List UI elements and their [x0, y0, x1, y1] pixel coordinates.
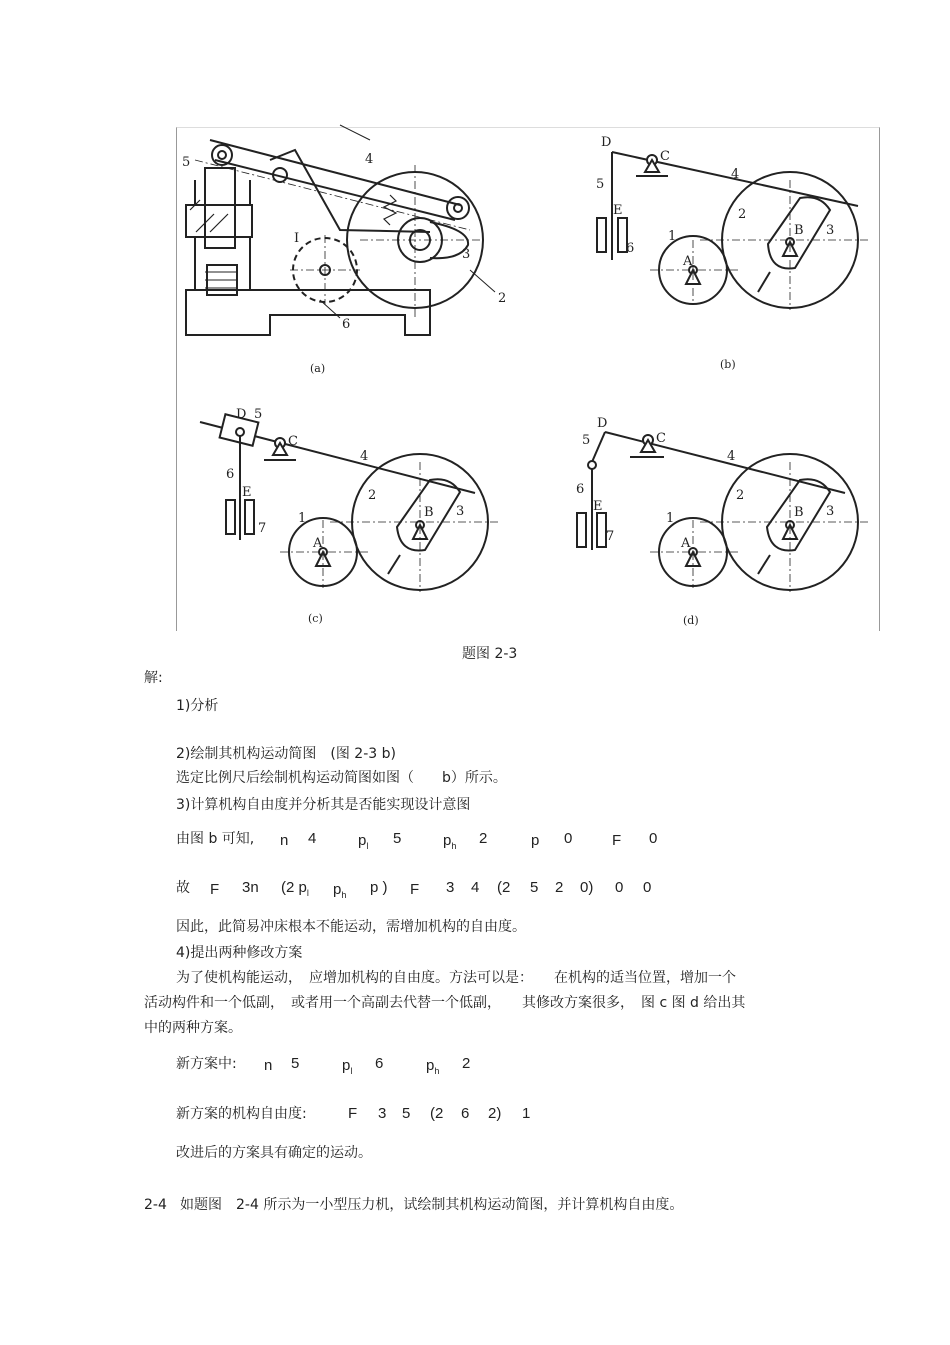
c-label-2: 2	[368, 488, 377, 503]
eq2-t11: 0)	[580, 879, 594, 896]
panel-c-drawing	[200, 414, 500, 592]
b-label-2: 2	[738, 207, 747, 222]
eq2-t2: (2 $p_l$	[281, 879, 309, 898]
eq2-t0: F	[210, 881, 220, 898]
eq2-t4: p )	[370, 879, 388, 896]
figure-caption: 题图 2-3	[462, 646, 518, 662]
new-prefix: 新方案中:	[176, 1056, 237, 1072]
b-label-1: 1	[668, 229, 677, 244]
dof-t2: 5	[402, 1105, 411, 1122]
dof-t1: 3	[378, 1105, 387, 1122]
c-label-3: 3	[456, 504, 465, 519]
a-label-i: I	[294, 231, 300, 246]
b-label-3: 3	[826, 223, 835, 238]
eq2-t5: F	[410, 881, 420, 898]
d-label-6: 6	[576, 482, 585, 497]
eq1-f-val: 0	[649, 830, 658, 847]
d-label-e: E	[593, 499, 603, 514]
b-label-a: A	[683, 254, 693, 269]
d-label-3: 3	[826, 504, 835, 519]
eq1-ph-val: 2	[479, 830, 488, 847]
d-label-d: D	[597, 416, 608, 431]
c-label-6: 6	[226, 467, 235, 482]
panel-a-drawing	[186, 125, 495, 335]
eq2-t8: (2	[497, 879, 511, 896]
b-label-c: C	[660, 149, 670, 164]
new-pl: $p_l$	[342, 1057, 353, 1076]
new-pl-val: 6	[375, 1055, 384, 1072]
panel-label-b: (b)	[720, 358, 736, 371]
new-ph: $p_h$	[426, 1057, 440, 1076]
c-label-4: 4	[360, 449, 369, 464]
panel-label-a: (a)	[310, 362, 326, 375]
c-label-c: C	[288, 434, 298, 449]
c-label-d: D	[236, 407, 247, 422]
para-line-3: 中的两种方案。	[144, 1020, 242, 1036]
eq2-t13: 0	[643, 879, 652, 896]
b-label-4: 4	[731, 167, 740, 182]
d-label-b: B	[794, 505, 804, 520]
b-label-e: E	[613, 203, 623, 218]
eq1-n: n	[280, 832, 289, 849]
eq2-t3: $p_h$	[333, 881, 347, 900]
para-line-2: 活动构件和一个低副， 或者用一个高副去代替一个低副， 其修改方案很多， 图 c 图 d 给出其	[144, 995, 746, 1011]
d-label-1: 1	[666, 511, 675, 526]
eq1-ph: $p_h$	[443, 832, 457, 851]
dof-t3: (2	[430, 1105, 444, 1122]
next-problem-number: 2-4	[144, 1197, 167, 1213]
final-statement: 改进后的方案具有确定的运动。	[176, 1145, 372, 1161]
dof-t0: F	[348, 1105, 358, 1122]
d-label-7: 7	[606, 529, 615, 544]
b-label-5: 5	[596, 177, 605, 192]
new-ph-val: 2	[462, 1055, 471, 1072]
panel-label-d: (d)	[683, 614, 699, 627]
d-label-a: A	[681, 536, 691, 551]
eq1-p: p	[531, 832, 540, 849]
eq2-t12: 0	[615, 879, 624, 896]
b-label-d: D	[601, 135, 612, 150]
dof-t6: 1	[522, 1105, 531, 1122]
step-4: 4)提出两种修改方案	[176, 945, 303, 961]
new-n-val: 5	[291, 1055, 300, 1072]
a-label-4: 4	[365, 152, 374, 167]
panel-label-c: (c)	[308, 612, 323, 625]
para-line-1: 为了使机构能运动， 应增加机构的自由度。方法可以是： 在机构的适当位置，增加一个	[176, 970, 736, 986]
b-label-b: B	[794, 223, 804, 238]
eq1-pl-val: 5	[393, 830, 402, 847]
mechanism-figure	[0, 0, 950, 650]
solution-heading: 解:	[144, 670, 163, 686]
dof-t5: 2)	[488, 1105, 502, 1122]
eq2-t9: 5	[530, 879, 539, 896]
a-label-3: 3	[462, 247, 471, 262]
a-label-2: 2	[498, 291, 507, 306]
c-label-b: B	[424, 505, 434, 520]
eq2-t7: 4	[471, 879, 480, 896]
a-label-6: 6	[342, 317, 351, 332]
c-label-a: A	[313, 536, 323, 551]
new-n: n	[264, 1057, 273, 1074]
d-label-c: C	[656, 431, 666, 446]
step-2-text: 选定比例尺后绘制机构运动简图如图（ b）所示。	[176, 770, 507, 786]
step-2: 2)绘制其机构运动简图 (图 2-3 b)	[176, 746, 396, 762]
b-label-6: 6	[626, 241, 635, 256]
a-label-5: 5	[182, 155, 191, 170]
eq2-t6: 3	[446, 879, 455, 896]
d-label-4: 4	[727, 449, 736, 464]
c-label-e: E	[242, 485, 252, 500]
dof-prefix: 新方案的机构自由度:	[176, 1106, 307, 1122]
eq2-t10: 2	[555, 879, 564, 896]
eq2-t1: 3n	[242, 879, 259, 896]
d-label-2: 2	[736, 488, 745, 503]
dof-t4: 6	[461, 1105, 470, 1122]
eq1-pl: $p_l$	[358, 832, 369, 851]
eq1-prefix: 由图 b 可知,	[176, 831, 255, 847]
conclusion: 因此，此简易冲床根本不能运动，需增加机构的自由度。	[176, 919, 526, 935]
eq1-n-val: 4	[308, 830, 317, 847]
c-label-7: 7	[258, 521, 267, 536]
step-1: 1)分析	[176, 698, 219, 714]
eq1-p-val: 0	[564, 830, 573, 847]
eq2-prefix: 故	[176, 880, 190, 896]
c-label-1: 1	[298, 511, 307, 526]
step-3: 3)计算机构自由度并分析其是否能实现设计意图	[176, 797, 471, 813]
eq1-f: F	[612, 832, 622, 849]
next-problem-text: 如题图 2-4 所示为一小型压力机，试绘制其机构运动简图，并计算机构自由度。	[180, 1197, 684, 1213]
d-label-5: 5	[582, 433, 591, 448]
c-label-5: 5	[254, 407, 263, 422]
